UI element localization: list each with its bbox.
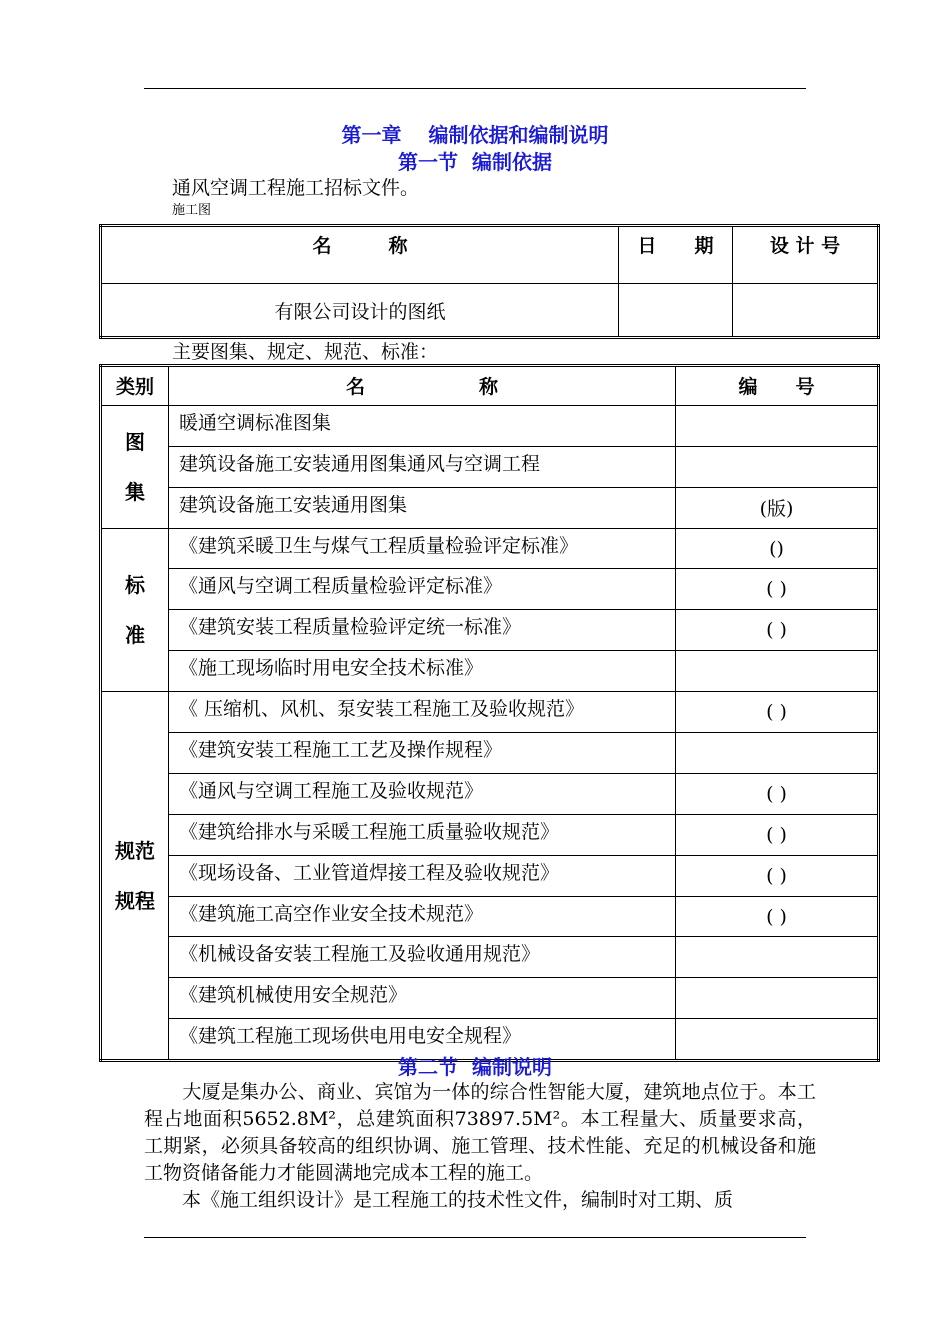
- table-header-row: [101, 366, 879, 406]
- standard-name-cell: 建筑设备施工安装通用图集通风与空调工程: [169, 446, 676, 487]
- table-header-row: [101, 226, 879, 284]
- standard-code-cell: ( ): [676, 896, 879, 937]
- standard-code-cell: (): [676, 528, 879, 569]
- standard-name-cell: 暖通空调标准图集: [169, 405, 676, 446]
- category-label: 图: [125, 429, 145, 454]
- table-row: [101, 446, 879, 487]
- standard-name-cell: 建筑设备施工安装通用图集: [169, 487, 676, 528]
- table-row: [101, 692, 879, 733]
- header-code: 编 号: [676, 366, 879, 406]
- standard-name-cell: 《建筑安装工程质量检验评定统一标准》: [169, 610, 676, 651]
- standard-name-cell: 《建筑给排水与采暖工程施工质量验收规范》: [169, 814, 676, 855]
- standard-code-cell: ( ): [676, 692, 879, 733]
- standard-name-cell: 《通风与空调工程施工及验收规范》: [169, 773, 676, 814]
- paragraph-1: 大厦是集办公、商业、宾馆为一体的综合性智能大厦，建筑地点位于。本工程占地面积5652.8M²，总建筑面积73897.5M²。本工程量大、质量要求高，工期紧，必须具备较高的组织协调、施工管理、技术性能、充足的机械设备和施工物资储备能力才能圆满地完成本工程的施工。: [144, 1081, 816, 1184]
- standard-code-cell: (版): [676, 487, 879, 528]
- header-date: 日 期: [619, 226, 733, 284]
- header-name: 名 称: [101, 226, 619, 284]
- footer-rule: [144, 1237, 806, 1238]
- standard-code-cell: [676, 978, 879, 1019]
- section1-title: 第一节 编制依据: [398, 150, 552, 174]
- standard-code-cell: ( ): [676, 814, 879, 855]
- table-row: [101, 610, 879, 651]
- header-design-no: 设 计 号: [733, 226, 879, 284]
- category-cell: [101, 528, 169, 692]
- standard-name-cell: 《建筑工程施工现场供电用电安全规程》: [169, 1019, 676, 1061]
- standard-code-cell: ( ): [676, 855, 879, 896]
- table-row: [101, 978, 879, 1019]
- chapter-title: 第一章 编制依据和编制说明: [341, 123, 609, 147]
- category-label: 标: [125, 572, 145, 597]
- drawing-table: [99, 224, 880, 339]
- standard-name-cell: 《现场设备、工业管道焊接工程及验收规范》: [169, 855, 676, 896]
- table-row: [101, 855, 879, 896]
- list-intro: 主要图集、规定、规范、标准：: [172, 341, 439, 363]
- standard-code-cell: [676, 733, 879, 774]
- drawing-date-cell: [619, 284, 733, 338]
- table-row: [101, 487, 879, 528]
- table-row: [101, 405, 879, 446]
- description-text: [144, 1079, 816, 1214]
- standard-name-cell: 《通风与空调工程质量检验评定标准》: [169, 569, 676, 610]
- drawing-label: 施工图: [172, 203, 212, 218]
- header-category: 类别: [101, 366, 169, 406]
- standard-name-cell: 《建筑安装工程施工工艺及操作规程》: [169, 733, 676, 774]
- table-row: [101, 284, 879, 338]
- table-row: [101, 651, 879, 692]
- standard-code-cell: [676, 446, 879, 487]
- standard-code-cell: [676, 651, 879, 692]
- header-rule: [144, 88, 806, 89]
- table-row: [101, 814, 879, 855]
- intro-line: 通风空调工程施工招标文件。: [172, 177, 420, 199]
- header-name: 名 称: [169, 366, 676, 406]
- standard-code-cell: [676, 405, 879, 446]
- table-row: [101, 896, 879, 937]
- category-label: 集: [125, 479, 145, 504]
- category-cell: [101, 692, 169, 1061]
- category-label: 规范: [115, 838, 155, 863]
- section2-title: 第二节 编制说明: [398, 1055, 552, 1079]
- standard-name-cell: 《建筑施工高空作业安全技术规范》: [169, 896, 676, 937]
- standard-name-cell: 《建筑机械使用安全规范》: [169, 978, 676, 1019]
- table-row: [101, 528, 879, 569]
- drawing-design-no-cell: [733, 284, 879, 338]
- table-row: [101, 773, 879, 814]
- drawing-name-cell: 有限公司设计的图纸: [101, 284, 619, 338]
- table-row: [101, 733, 879, 774]
- standard-code-cell: ( ): [676, 569, 879, 610]
- standard-code-cell: [676, 937, 879, 978]
- category-label: 准: [125, 622, 145, 647]
- table-row: [101, 569, 879, 610]
- standard-name-cell: 《施工现场临时用电安全技术标准》: [169, 651, 676, 692]
- table-row: [101, 937, 879, 978]
- standard-code-cell: ( ): [676, 610, 879, 651]
- standard-code-cell: ( ): [676, 773, 879, 814]
- standard-name-cell: 《机械设备安装工程施工及验收通用规范》: [169, 937, 676, 978]
- standard-name-cell: 《建筑采暖卫生与煤气工程质量检验评定标准》: [169, 528, 676, 569]
- standards-table: [99, 364, 880, 1062]
- category-label: 规程: [115, 888, 155, 913]
- category-cell: [101, 405, 169, 528]
- paragraph-2: 本《施工组织设计》是工程施工的技术性文件，编制时对工期、质: [144, 1189, 734, 1211]
- standard-name-cell: 《 压缩机、风机、泵安装工程施工及验收规范》: [169, 692, 676, 733]
